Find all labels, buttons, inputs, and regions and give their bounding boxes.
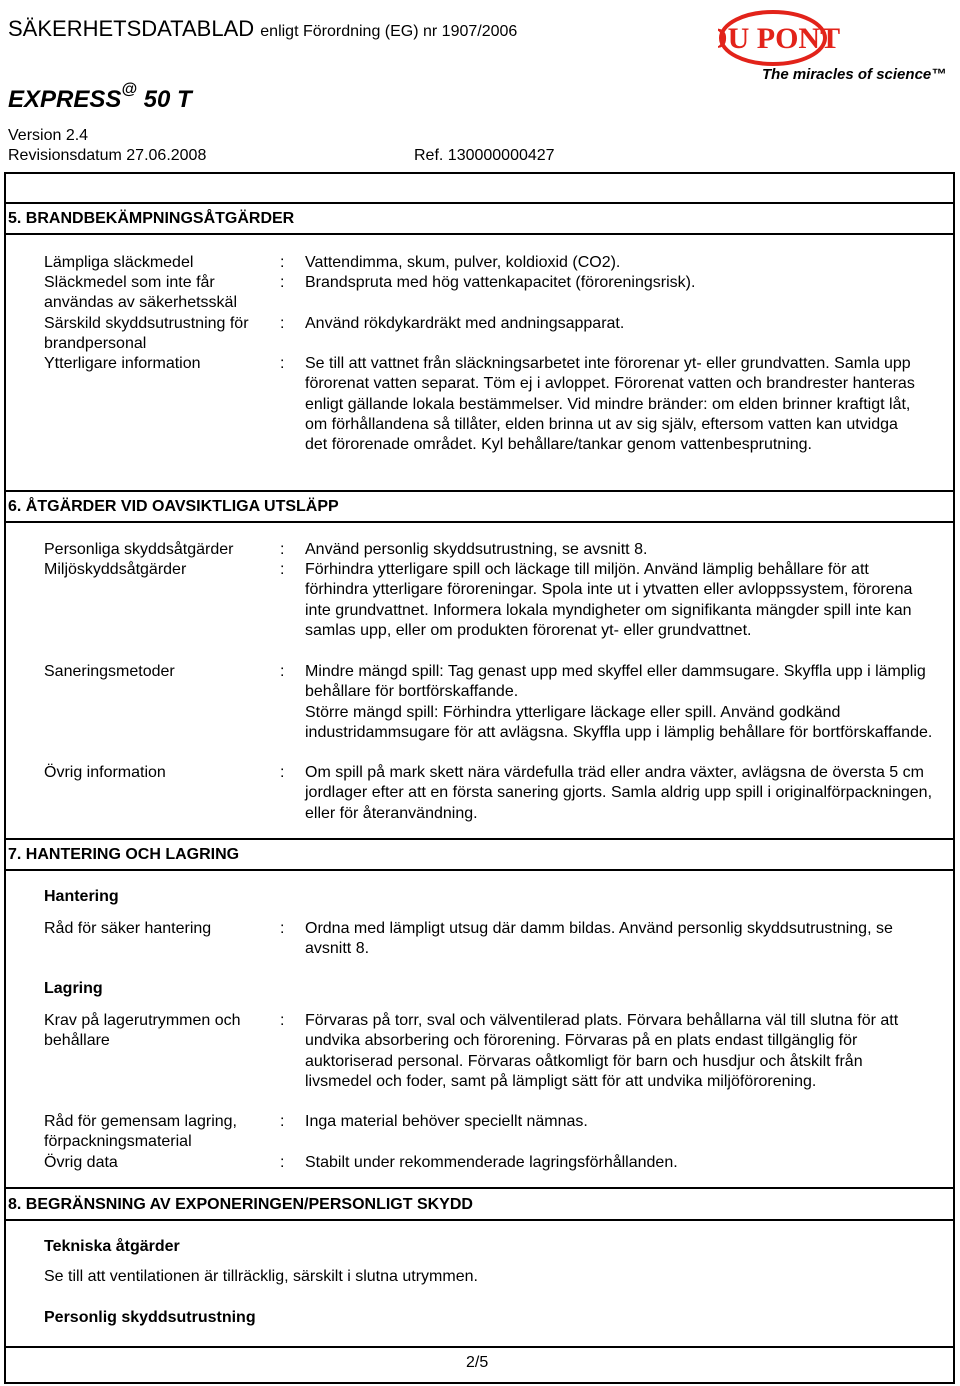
row-colon: : <box>280 1154 285 1171</box>
row-value: Använd personlig skyddsutrustning, se avsnitt 8. <box>305 541 648 558</box>
dupont-oval-icon <box>718 10 954 66</box>
row-colon: : <box>280 663 285 680</box>
row-label: Personliga skyddsåtgärder <box>44 541 234 558</box>
section-divider <box>4 490 955 492</box>
row-label: Saneringsmetoder <box>44 663 175 680</box>
row-label: Övrig information <box>44 764 166 781</box>
row-value: Om spill på mark skett nära värdefulla träd eller andra växter, avlägsna de översta 5 cm jordlager efter att en första sanering gjorts. Samla aldrig upp spill i originalförpackningen, eller för återanvändning. <box>305 764 933 822</box>
row-label: Krav på lagerutrymmen och behållare <box>44 1012 241 1049</box>
row-colon: : <box>280 1113 285 1130</box>
section-8-title: 8. BEGRÄNSNING AV EXPONERINGEN/PERSONLIGT SKYDD <box>8 1196 473 1213</box>
technical-measures-text: Se till att ventilationen är tillräcklig, särskilt i slutna utrymmen. <box>44 1268 478 1285</box>
section-divider <box>4 869 955 871</box>
row-value: Vattendimma, skum, pulver, koldioxid (CO2). <box>305 254 621 271</box>
section-divider <box>4 838 955 840</box>
row-label: Råd för säker hantering <box>44 920 212 937</box>
frame-bottom-border <box>4 1382 955 1384</box>
row-colon: : <box>280 764 285 781</box>
row-label: Råd för gemensam lagring, förpackningsmaterial <box>44 1113 237 1150</box>
row-label: Släckmedel som inte får användas av säkerhetsskäl <box>44 274 237 311</box>
row-value: Mindre mängd spill: Tag genast upp med skyffel eller dammsugare. Skyffla upp i lämplig behållare för bortförskaffande. <box>305 663 926 701</box>
row-colon: : <box>280 1012 285 1029</box>
row-colon: : <box>280 254 285 271</box>
row-colon: : <box>280 561 285 578</box>
row-label: Miljöskyddsåtgärder <box>44 561 187 578</box>
slogan: The miracles of science™ <box>762 66 947 83</box>
handling-heading: Hantering <box>44 888 119 905</box>
version-text: Version 2.4 <box>8 127 89 144</box>
section-divider <box>4 202 955 204</box>
storage-heading: Lagring <box>44 980 103 997</box>
document-title <box>8 16 517 42</box>
row-colon: : <box>280 920 285 937</box>
row-value: Brandspruta med hög vattenkapacitet (föroreningsrisk). <box>305 274 696 291</box>
row-value: Stabilt under rekommenderade lagringsförhållanden. <box>305 1154 678 1171</box>
logo-wordmark: DU PONT <box>718 22 841 55</box>
section-6-title: 6. ÅTGÄRDER VID OAVSIKTLIGA UTSLÄPP <box>8 498 339 515</box>
product-name-main: EXPRESS <box>8 86 122 113</box>
row-colon: : <box>280 355 285 372</box>
page-number: 2/5 <box>466 1354 489 1371</box>
footer-divider <box>4 1346 955 1348</box>
row-label: Övrig data <box>44 1154 118 1171</box>
row-value: Större mängd spill: Förhindra ytterligare läckage eller spill. Använd godkänd industridammsugare för att avlägsna. Skyffla upp i lämplig behållare för bortförskaffande. <box>305 704 933 742</box>
product-name-sup: @ <box>121 81 137 98</box>
row-value: Använd rökdykardräkt med andningsapparat. <box>305 315 625 332</box>
revision-date: Revisionsdatum 27.06.2008 <box>8 147 207 164</box>
document-title-regulation: enligt Förordning (EG) nr 1907/2006 <box>260 23 518 40</box>
row-colon: : <box>280 274 285 291</box>
frame-right-border <box>953 172 955 1384</box>
row-value: Ordna med lämpligt utsug där damm bildas. Använd personlig skyddsutrustning, se avsnitt 8. <box>305 920 893 958</box>
row-label: Särskild skyddsutrustning för brandpersonal <box>44 315 249 352</box>
frame-top-border <box>4 172 955 174</box>
document-title-main: SÄKERHETSDATABLAD <box>8 16 255 41</box>
row-value: Förhindra ytterligare spill och läckage till miljön. Använd lämplig behållare för att förhindra ytterligare föroreningar. Spola inte ut i ytvatten eller avloppssystem, förorena inte grundvattnet. Informera lokala myndigheter om signifikanta mängder spill inte kan samlas upp, eller om produkten förorenat yt- eller grundvattnet. <box>305 561 913 639</box>
section-divider <box>4 521 955 523</box>
row-label: Ytterligare information <box>44 355 201 372</box>
section-divider <box>4 233 955 235</box>
section-7-title: 7. HANTERING OCH LAGRING <box>8 846 240 863</box>
row-colon: : <box>280 541 285 558</box>
section-5-title: 5. BRANDBEKÄMPNINGSÅTGÄRDER <box>8 210 295 227</box>
row-colon: : <box>280 315 285 332</box>
section-divider <box>4 1187 955 1189</box>
reference-number: Ref. 130000000427 <box>414 147 555 164</box>
technical-measures-heading: Tekniska åtgärder <box>44 1238 180 1255</box>
ppe-heading: Personlig skyddsutrustning <box>44 1309 256 1326</box>
row-value: Se till att vattnet från släckningsarbetet inte förorenar yt- eller grundvatten. Samla upp förorenat vatten separat. Töm ej i avloppet. Förorenat vatten och brandrester hanteras enligt gällande lokala bestämmelser. Vid mindre bränder: om elden brinner kraftigt låt, om förhållandena så tillåter, elden brinna ut av sig själv, eftersom vatten kan utvidga det förorenade området. Kyl behållare/tankar genom vattenbesprutning. <box>305 355 915 454</box>
row-value: Förvaras på torr, sval och välventilerad plats. Förvara behållarna väl till slutna för att undvika absorbering och förorening. Förvaras på en plats endast tillgänglig för auktoriserad personal. Förvaras oåtkomligt för barn och husdjur och åtskilt från livsmedel och foder, samt på lämpligt sätt för att undvika miljöförorening. <box>305 1012 899 1090</box>
frame-left-border <box>4 172 6 1384</box>
row-value: Inga material behöver speciellt nämnas. <box>305 1113 588 1130</box>
product-name-suffix: 50 T <box>143 86 192 113</box>
product-name <box>8 81 192 114</box>
section-divider <box>4 1219 955 1221</box>
row-label: Lämpliga släckmedel <box>44 254 194 271</box>
